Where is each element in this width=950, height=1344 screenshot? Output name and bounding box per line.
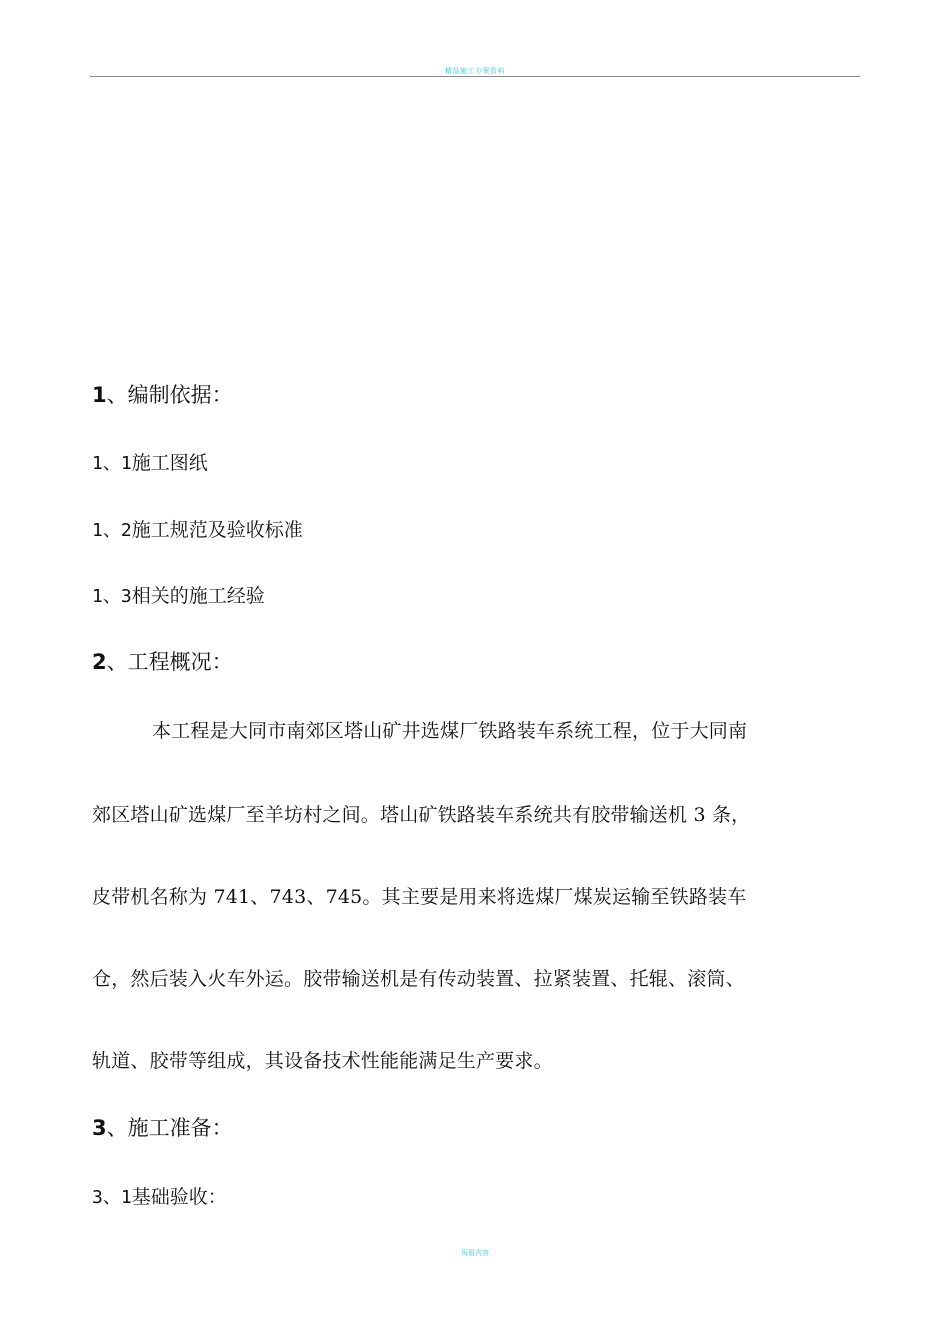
- paragraph-line: 郊区塔山矿选煤厂至羊坊村之间。塔山矿铁路装车系统共有胶带输送机 3 条，: [92, 804, 751, 826]
- section-number: 3: [92, 1116, 107, 1140]
- header-divider: [90, 76, 860, 77]
- paragraph-line: 本工程是大同市南郊区塔山矿井选煤厂铁路装车系统工程，位于大同南: [152, 720, 748, 742]
- subsection-title: 基础验收：: [131, 1186, 227, 1208]
- subsection-title: 施工图纸: [131, 452, 208, 474]
- section-number: 1: [92, 383, 107, 407]
- page-header-text: 精品施工方案资料: [445, 67, 505, 75]
- subsection-number: 1、1: [92, 453, 132, 474]
- subsection-title: 相关的施工经验: [131, 585, 265, 607]
- section-1-2: [92, 517, 303, 544]
- subsection-number: 1、2: [92, 520, 132, 541]
- subsection-number: 1、3: [92, 586, 132, 607]
- subsection-number: 3、1: [92, 1187, 132, 1208]
- paragraph-line: 皮带机名称为 741、743、745。其主要是用来将选煤厂煤炭运输至铁路装车: [92, 886, 747, 908]
- paragraph-line: 轨道、胶带等组成，其设备技术性能能满足生产要求。: [92, 1050, 553, 1072]
- section-title: 、施工准备：: [106, 1116, 233, 1140]
- subsection-title: 施工规范及验收标准: [131, 519, 303, 541]
- section-2-heading: [92, 649, 233, 675]
- section-1-heading: [92, 382, 233, 408]
- page-footer-text: 页眉内容: [461, 1249, 489, 1257]
- section-1-1: [92, 450, 208, 477]
- section-3-1: [92, 1184, 227, 1211]
- section-title: 、工程概况：: [106, 650, 233, 674]
- section-title: 、编制依据：: [106, 383, 233, 407]
- section-number: 2: [92, 650, 107, 674]
- section-1-3: [92, 583, 265, 610]
- section-3-heading: [92, 1115, 233, 1141]
- paragraph-line: 仓，然后装入火车外运。胶带输送机是有传动装置、拉紧装置、托辊、滚筒、: [92, 968, 745, 990]
